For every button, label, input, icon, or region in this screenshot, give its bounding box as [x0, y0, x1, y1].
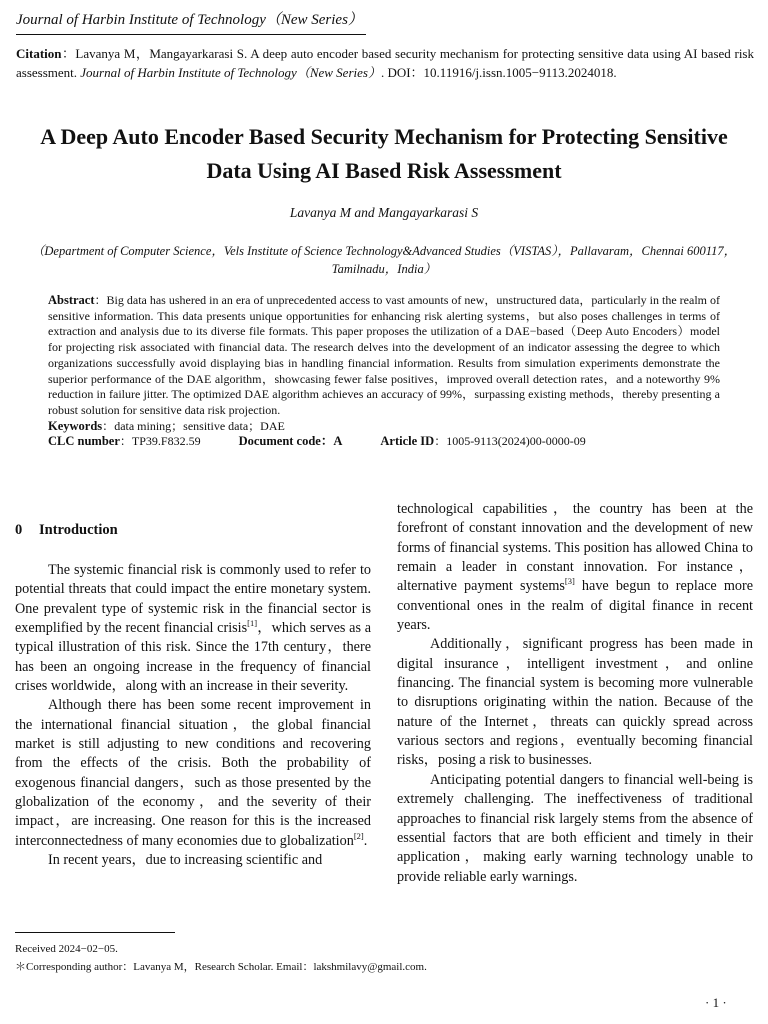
citation-ref: [2]: [353, 830, 364, 841]
paragraph-text: ，which serves as a typical illustration of this risk. Since the 17th century，there has been an ongoing increase in the frequency of financial crises worldwide，along with an increase in their severity.: [15, 620, 371, 695]
paragraph-text: .: [363, 832, 368, 849]
paragraph: [397, 500, 753, 635]
left-column: [15, 500, 371, 871]
affiliation: （Department of Computer Science，Vels Institute of Science Technology&Advanced Studies（VISTAS），Pallavaram，Chennai 600117，Tamilnadu，India）: [31, 244, 737, 276]
citation-ref: [3]: [564, 576, 575, 587]
abstract: [48, 293, 720, 419]
section-heading: [15, 520, 371, 540]
clc-label: CLC number: [48, 434, 120, 449]
right-column: [397, 500, 753, 887]
received-date: Received 2024−02−05.: [15, 943, 118, 955]
abstract-block: [48, 293, 720, 450]
abstract-separator: ：: [94, 293, 107, 307]
article-id: [380, 434, 585, 450]
article-meta-row: [48, 434, 720, 450]
paragraph: Anticipating potential dangers to financial well-being is extremely challenging. The ineffectiveness of traditional approaches to financial risk largely stems from the absence of essential factors that are both efficient and timely in their application，making early warning technology unable to provide reliable early warnings.: [397, 771, 753, 885]
clc-number: [48, 434, 201, 450]
paragraph: Additionally，significant progress has been made in digital insurance，intelligent investment，and online financing. The financial system is becoming more vulnerable to disruptions originating within the nation. Because of the nature of the Internet，threats can quickly spread across various sectors and regions，eventually becoming financial risks，posing a risk to businesses.: [397, 636, 753, 769]
paragraph: [15, 561, 371, 696]
article-id-label: Article ID: [380, 434, 435, 449]
footnote-rule: [15, 932, 175, 933]
paragraph-text: have begun to replace more conventional ones in the realm of digital finance in recent years.: [397, 578, 753, 634]
document-code: [239, 434, 343, 450]
keywords-separator: ：: [102, 418, 115, 433]
paragraph: [15, 696, 371, 851]
paragraph-text: Although there has been some recent improvement in the international financial situation，the global financial market is still adjusting to new conditions and recovering from the effects of the crisis. Both the probability of exogenous financial dangers，such as those presented by the globalization of the economy，and the severity of their impact，are increasing. One reason for this is the increased interconnectedness of many economies due to globalization: [15, 697, 371, 849]
doc-code-value: ：A: [320, 434, 343, 449]
page-number: · 1 ·: [705, 995, 727, 1010]
citation-ref: [1]: [247, 618, 258, 629]
paragraph-text: technological capabilities，the country has been at the forefront of constant innovation and the development of new forms of financial systems. This position has allowed China to remain a leader in constant innovation. For instance，alternative payment systems: [397, 501, 753, 595]
article-id-value: ：1005-9113(2024)00-0000-09: [434, 434, 586, 449]
footnotes: [15, 940, 715, 976]
journal-header: Journal of Harbin Institute of Technology（New Series）: [16, 10, 366, 35]
citation-text: Lavanya M，Mangayarkarasi S. A deep auto encoder based security mechanism for protecting sensitive data using AI based risk assessment.: [16, 46, 754, 80]
clc-value: ：TP39.F832.59: [119, 434, 201, 449]
section-title: Introduction: [39, 522, 118, 538]
citation-journal: Journal of Harbin Institute of Technology（New Series）: [80, 65, 381, 80]
corresponding-author: ＊Corresponding author：Lavanya M，Research Scholar. Email：lakshmilavy@gmail.com.: [15, 961, 427, 973]
paragraph-text: The systemic financial risk is commonly used to refer to potential threats that could impact the entire monetary system. One prevalent type of systemic risk in the financial sector is exemplified by the recent financial crisis: [15, 562, 371, 637]
keywords-label: Keywords: [48, 418, 103, 433]
citation-separator: ：: [61, 46, 76, 61]
authors: Lavanya M and Mangayarkarasi S: [289, 205, 479, 220]
paper-title: A Deep Auto Encoder Based Security Mechanism for Protecting Sensitive Data Using AI Based Risk Assessment: [40, 124, 728, 183]
citation: [16, 44, 754, 82]
paragraph: In recent years，due to increasing scientific and: [48, 852, 323, 869]
citation-label: Citation: [16, 46, 62, 61]
keywords-text: data mining；sensitive data；DAE: [114, 418, 285, 433]
citation-doi: . DOI：10.11916/j.issn.1005−9113.2024018.: [380, 65, 617, 80]
abstract-text: Big data has ushered in an era of unprecedented access to vast amounts of new，unstructured data，particularly in the realm of sensitive information. This data presents unique opportunities for enhancing risk alerting systems，but also poses challenges in terms of extraction and analysis due to its diverse file formats. This paper proposes the utilization of a DAE−based（Deep Auto Encoders）model for projecting risk associated with financial data. The research delves into the development of an indicator assessing the degree to which organizations successfully avoid displaying bias in handling financial information. Results from simulation experiments demonstrate the superior performance of the DAE algorithm，showcasing fewer false positives，improved overall detection rates，and a noteworthy 9% reduction in failure jitter. The optimized DAE algorithm achieves an accuracy of 99%，surpassing existing methods，thereby presenting a robust solution for sensitive data risk projection.: [48, 293, 720, 417]
abstract-label: Abstract: [48, 293, 95, 307]
doc-code-label: Document code: [238, 434, 321, 449]
keywords: [48, 419, 720, 435]
section-number: 0: [15, 522, 23, 538]
